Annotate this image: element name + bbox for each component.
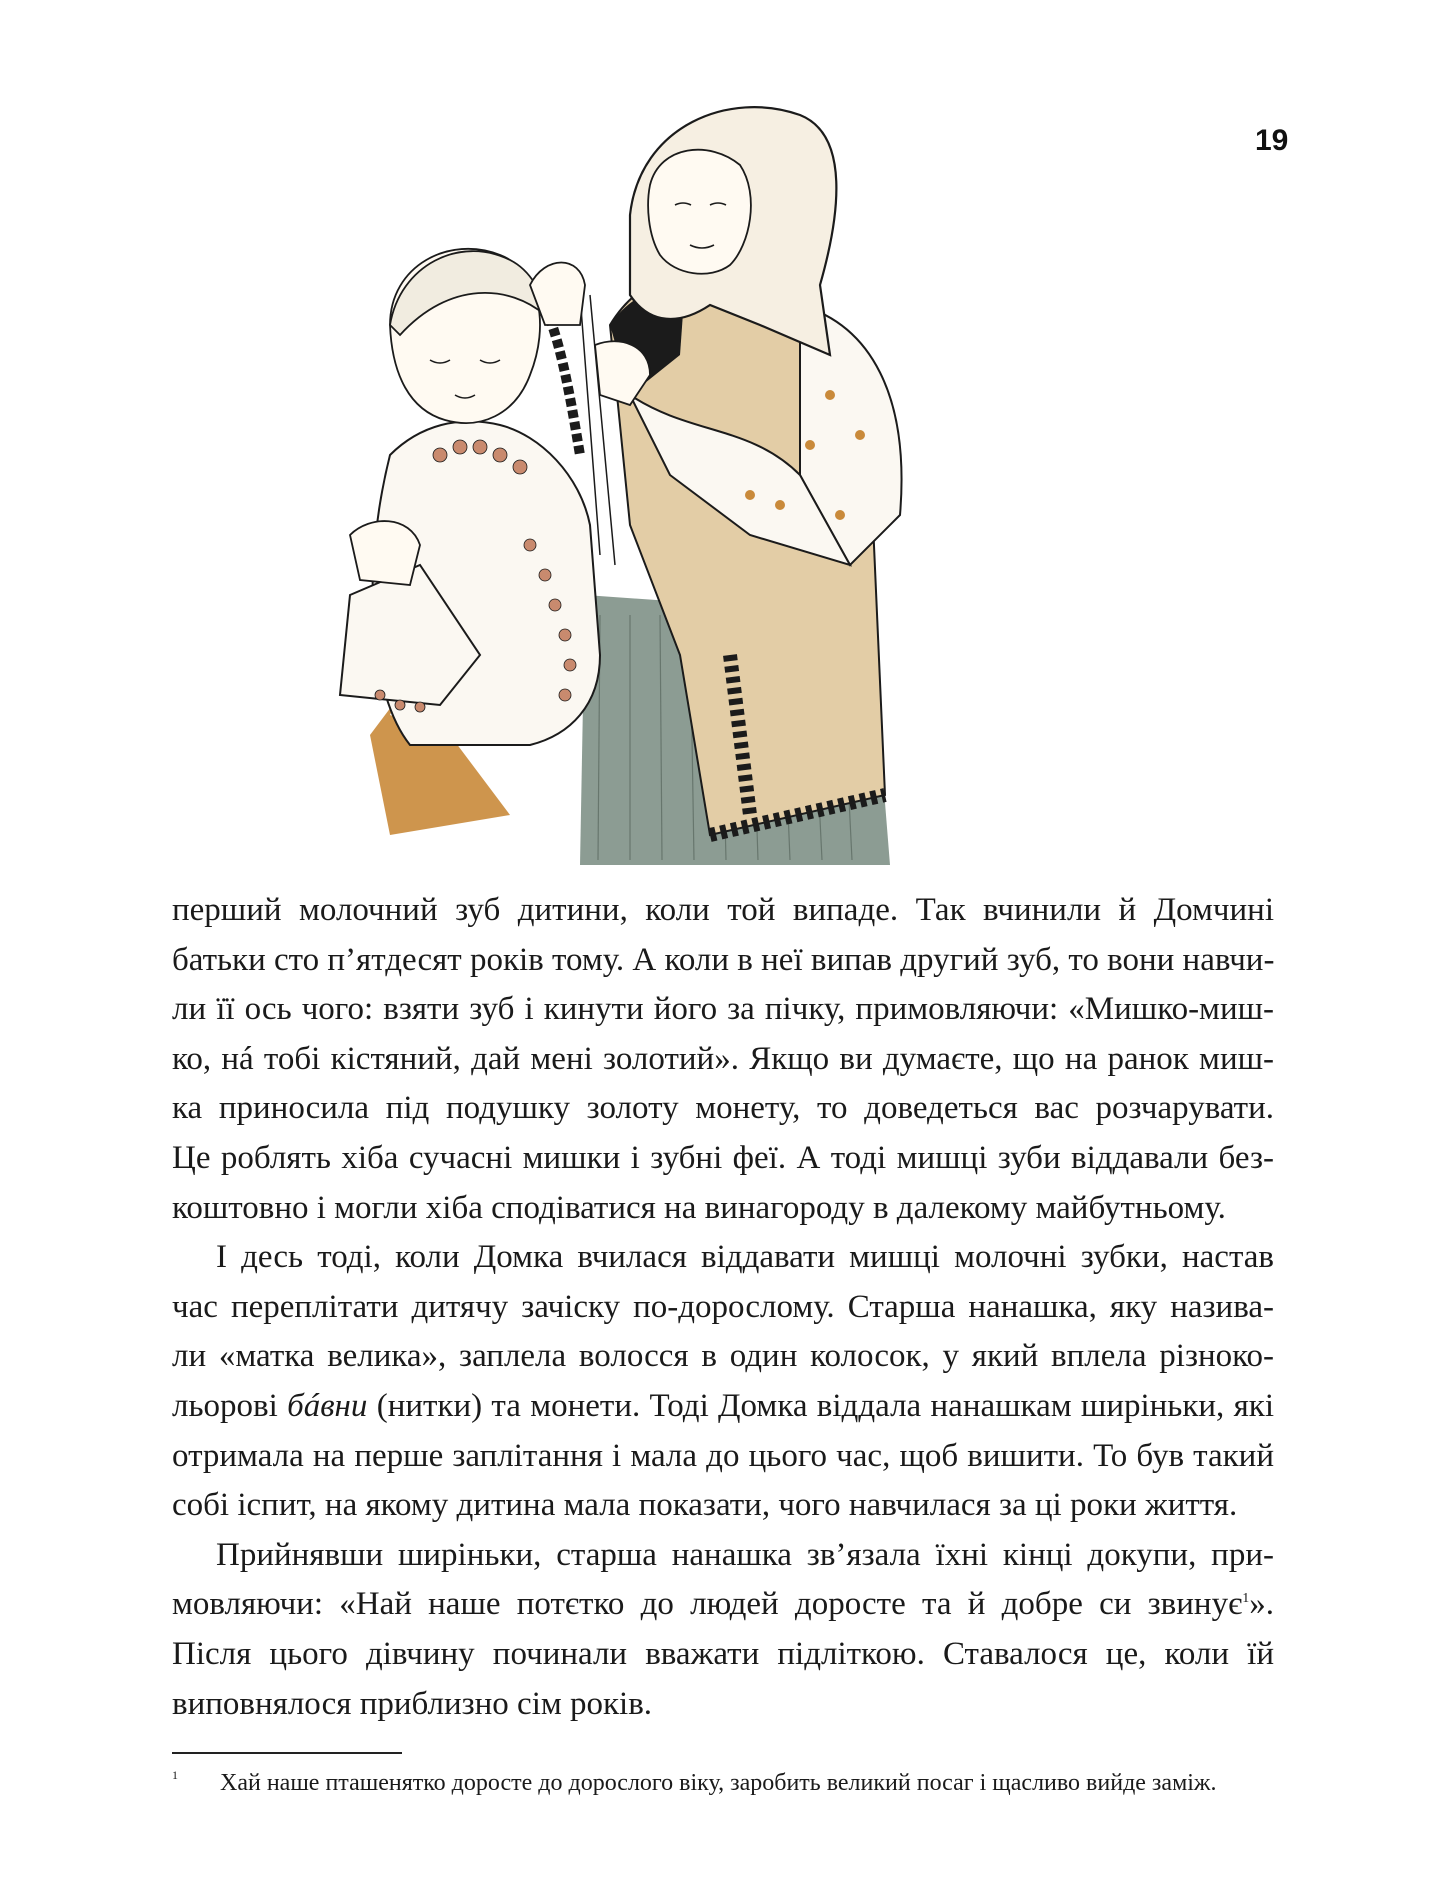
folk-illustration-icon (330, 95, 1090, 865)
text-line (172, 1580, 1274, 1630)
text-line: І десь тоді, коли Домка вчилася віддавати мишці молочні зубки, настав (216, 1239, 1274, 1276)
text-line: коштовно і могли хіба сподіватися на винагороду в далекому майбутньому. (172, 1189, 1226, 1226)
footnote-mark: 1 (172, 1768, 178, 1782)
text-segment: (нитки) та монети. Тоді Домка віддала нанашкам ширіньки, які (367, 1387, 1274, 1424)
text-line: Це роблять хіба сучасні мишки і зубні феї. А тоді мишці зуби віддавали без- (172, 1139, 1274, 1176)
text-line: ли «матка велика», заплела волосся в один колосок, у який вплела різноко- (172, 1338, 1274, 1375)
text-line: отримала на перше заплітання і мала до цього час, щоб вишити. То був такий (172, 1437, 1274, 1474)
text-line: собі іспит, на якому дитина мала показати, чого навчилася за ці роки життя. (172, 1487, 1238, 1524)
text-segment: льорові (172, 1387, 288, 1424)
italic-term: бáвни (287, 1387, 368, 1424)
text-line: виповнялося приблизно сім років. (172, 1685, 653, 1722)
page-number: 19 (1255, 124, 1289, 157)
text-line: ка приносила під подушку золоту монету, то доведеться вас розчарувати. (172, 1090, 1274, 1127)
text-line: ли її ось чого: взяти зуб і кинути його за пічку, примовляючи: «Мишко-миш- (172, 991, 1274, 1028)
text-line (172, 1382, 1274, 1432)
text-line: батьки сто п’ятдесят років тому. А коли в неї випав другий зуб, то вони навчи- (172, 941, 1275, 978)
text-segment: мовляючи: «Най наше потєтко до людей доросте та й добре си звинує (172, 1586, 1243, 1623)
footnote-reference: 1 (1242, 1591, 1250, 1607)
text-line: перший молочний зуб дитини, коли той випаде. Так вчинили й Домчині (172, 892, 1274, 928)
text-line: Прийнявши ширіньки, старша нанашка зв’язала їхні кінці докупи, при- (216, 1536, 1274, 1573)
footnote-divider (172, 1752, 402, 1754)
text-line: ко, нá тобі кістяний, дай мені золотий». Якщо ви думаєте, що на ранок миш- (172, 1040, 1274, 1077)
text-segment: ». (1249, 1586, 1274, 1623)
body-text (172, 886, 1274, 1729)
text-line: Після цього дівчину починали вважати підліткою. Ставалося це, коли їй (172, 1635, 1274, 1672)
footnote-text: Хай наше пташенятко доросте до дорослого віку, заробить великий посаг і щасливо вийде заміж. (220, 1770, 1217, 1796)
text-line: час переплітати дитячу зачіску по-дорослому. Старша нанашка, яку назива- (172, 1288, 1274, 1325)
